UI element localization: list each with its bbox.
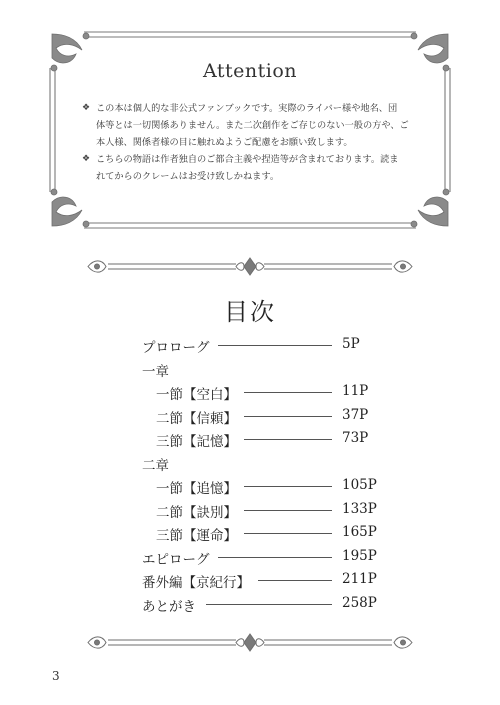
attention-title: Attention xyxy=(202,60,298,82)
diamond-bullet-icon: ❖ xyxy=(82,154,91,164)
attention-item xyxy=(82,151,422,185)
ornamental-divider-icon xyxy=(86,632,414,654)
toc-entry-page: 73P xyxy=(342,430,369,446)
toc-entry-label: 三節【運命】 xyxy=(156,528,237,544)
toc-entry-label: 二章 xyxy=(142,457,169,474)
toc-entry-label: プロローグ xyxy=(142,340,210,356)
toc-entry-label: 一章 xyxy=(142,363,169,380)
toc-entry-page: 11P xyxy=(342,383,369,399)
attention-line: 本人様、関係者様の目に触れぬようご配慮をお願い致します。 xyxy=(96,137,353,148)
toc-entry-label: エピローグ xyxy=(142,551,210,568)
toc-entry-page: 258P xyxy=(342,594,377,611)
toc-entry-label: 番外編【京紀行】 xyxy=(142,575,250,591)
toc-title: 目次 xyxy=(224,298,276,326)
toc-entry-label: 二節【信頼】 xyxy=(156,410,237,427)
attention-box xyxy=(46,28,454,232)
toc-entry-page: 105P xyxy=(342,477,377,493)
diamond-bullet-icon: ❖ xyxy=(82,103,91,113)
toc-entry-label: 三節【記憶】 xyxy=(156,434,237,450)
toc-entry-label: 一節【空白】 xyxy=(156,387,237,403)
leader-line xyxy=(258,580,332,581)
attention-list xyxy=(82,100,422,185)
leader-line xyxy=(244,416,332,417)
toc-entry-page: 211P xyxy=(342,571,377,587)
toc-entry xyxy=(142,546,392,570)
toc-entry xyxy=(142,499,392,523)
attention-line: こちらの物語は作者独自のご都合主義や捏造等が含まれております。読ま xyxy=(96,154,399,165)
toc-entry-page: 37P xyxy=(342,406,369,423)
toc-entry-label: 一節【追憶】 xyxy=(156,481,237,497)
toc-entry xyxy=(142,522,392,546)
ornamental-divider-icon xyxy=(86,256,414,278)
toc-entry xyxy=(142,405,392,429)
attention-line: 体等とは一切関係ありません。また二次創作をご存じのない一般の方や、ご xyxy=(96,120,409,131)
leader-line xyxy=(206,604,332,605)
toc-entry xyxy=(142,593,392,617)
toc-entry xyxy=(142,358,392,382)
attention-line: れてからのクレームはお受け致しかねます。 xyxy=(96,171,280,182)
toc-entry-page: 165P xyxy=(342,524,377,540)
toc-entry-page: 195P xyxy=(342,547,377,564)
leader-line xyxy=(244,392,332,393)
toc-entry xyxy=(142,569,392,593)
leader-line xyxy=(218,557,332,558)
table-of-contents xyxy=(142,334,392,616)
leader-line xyxy=(244,533,332,534)
leader-line xyxy=(244,486,332,487)
toc-entry-page: 5P xyxy=(342,336,360,352)
attention-line: この本は個人的な非公式ファンブックです。実際のライバー様や地名、団 xyxy=(96,103,398,114)
toc-entry xyxy=(142,428,392,452)
toc-entry-page: 133P xyxy=(342,500,377,517)
toc-entry-label: あとがき xyxy=(142,598,196,615)
leader-line xyxy=(244,510,332,511)
page-number: 3 xyxy=(52,669,60,683)
leader-line xyxy=(244,439,332,440)
attention-item xyxy=(82,100,422,151)
toc-entry xyxy=(142,334,392,358)
toc-entry xyxy=(142,452,392,476)
toc-entry xyxy=(142,475,392,499)
toc-entry xyxy=(142,381,392,405)
leader-line xyxy=(218,345,332,346)
toc-entry-label: 二節【訣別】 xyxy=(156,504,237,521)
